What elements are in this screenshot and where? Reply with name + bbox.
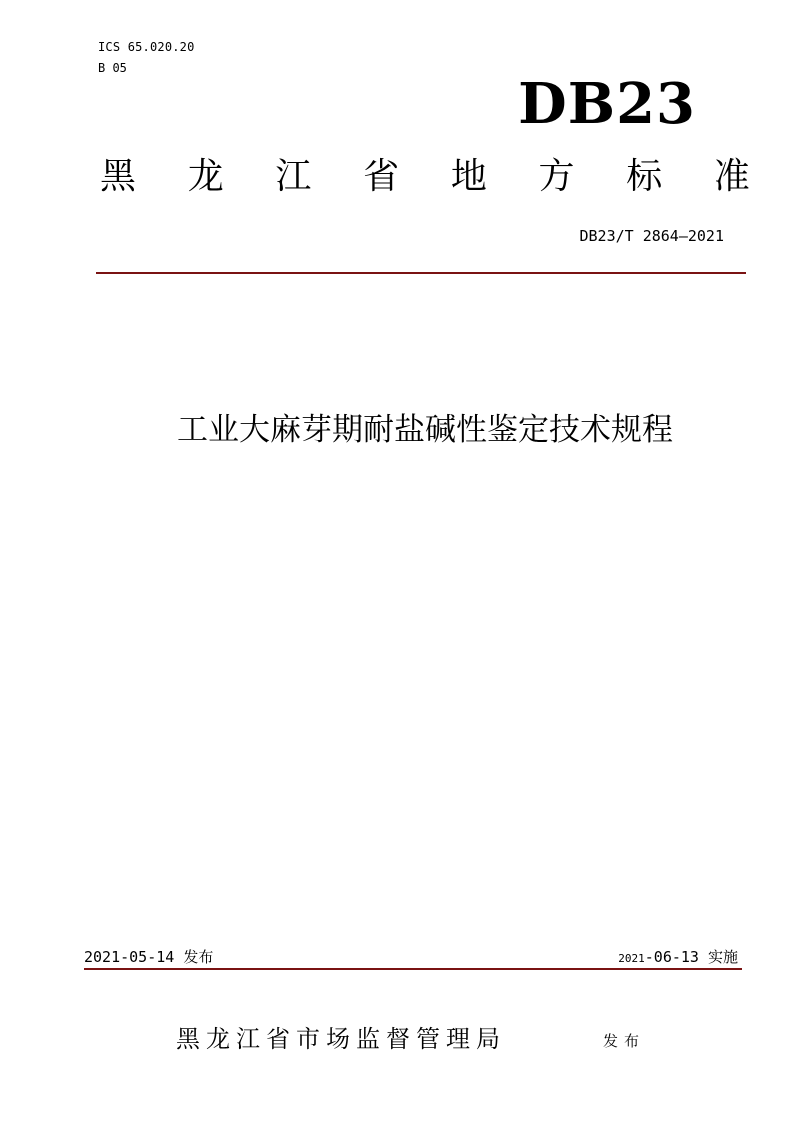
- issuing-authority: 黑龙江省市场监督管理局: [176, 1025, 506, 1053]
- standard-number: DB23/T 2864—2021: [579, 227, 724, 245]
- issue-date: 2021-05-14 发布: [84, 948, 214, 966]
- organization-char: 地: [450, 156, 487, 197]
- document-title: 工业大麻芽期耐盐碱性鉴定技术规程: [177, 412, 673, 448]
- publish-label: 发布: [603, 1032, 646, 1050]
- ccs-code: B 05: [98, 61, 127, 75]
- organization-char: 黑: [100, 156, 137, 197]
- organization-char: 江: [275, 156, 312, 197]
- organization-char: 龙: [187, 156, 224, 197]
- ics-code: ICS 65.020.20: [98, 40, 195, 54]
- implementation-year: 2021: [618, 952, 645, 965]
- organization-heading: [100, 152, 750, 202]
- organization-char: 准: [713, 156, 750, 197]
- db-code: DB23: [518, 71, 696, 137]
- implementation-date: [618, 947, 738, 969]
- organization-char: 省: [363, 156, 400, 197]
- organization-char: 标: [626, 156, 663, 197]
- top-divider: [96, 272, 746, 274]
- organization-char: 方: [538, 156, 575, 197]
- bottom-divider: [84, 968, 742, 970]
- implementation-date-rest: -06-13 实施: [644, 948, 738, 966]
